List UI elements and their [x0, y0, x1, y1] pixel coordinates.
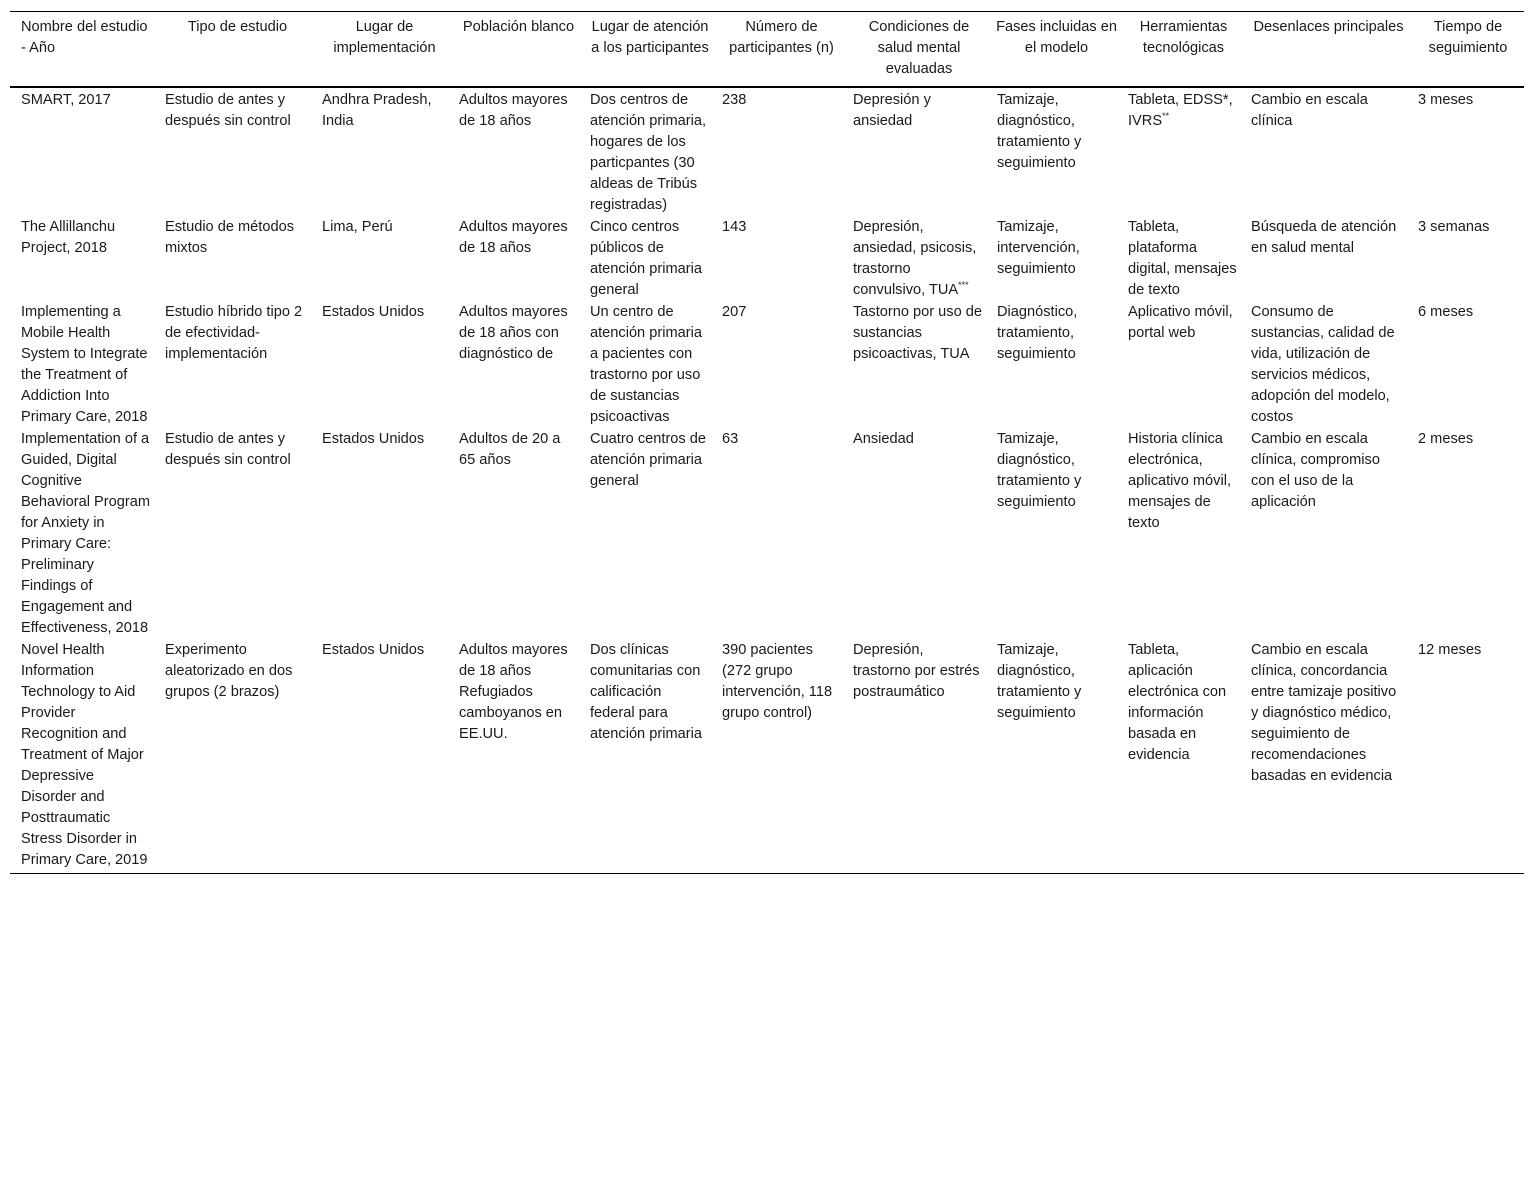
implementation-place-cell: Estados Unidos [322, 304, 425, 320]
studies-table [10, 11, 1524, 874]
outcomes-cell: Cambio en escala clínica, compromiso con el uso de la aplicación [1251, 431, 1380, 510]
outcomes-cell: Consumo de sustancias, calidad de vida, utilización de servicios médicos, adopción del modelo, costos [1251, 304, 1395, 425]
tools-text: Historia clínica electrónica, aplicativo móvil, mensajes de texto [1128, 431, 1232, 531]
table-row [10, 639, 1524, 874]
outcomes-cell: Búsqueda de atención en salud mental [1251, 219, 1397, 256]
header-outcomes: Desenlaces principales [1245, 12, 1412, 88]
followup-cell: 2 meses [1418, 431, 1474, 447]
implementation-place-cell: Estados Unidos [322, 431, 425, 447]
participants-cell: 63 [722, 431, 739, 447]
study-name-cell: SMART, 2017 [21, 92, 111, 108]
phases-cell: Tamizaje, diagnóstico, tratamiento y seguimiento [991, 639, 1122, 874]
implementation-place-cell: Estados Unidos [316, 639, 453, 874]
phases-cell: Diagnóstico, tratamiento, seguimiento [997, 304, 1078, 362]
header-target-population: Población blanco [453, 12, 584, 88]
header-followup: Tiempo de seguimiento [1412, 12, 1524, 88]
study-type-cell: Estudio híbrido tipo 2 de efectividad-implementación [165, 304, 303, 362]
tools-cell [1122, 428, 1245, 639]
target-population-cell: Adultos mayores de 18 años con diagnóstico de [459, 304, 568, 362]
conditions-text: Ansiedad [853, 431, 914, 447]
participants-cell: 390 pacientes (272 grupo intervención, 118 grupo control) [716, 639, 847, 874]
table-row [10, 301, 1524, 428]
study-type-cell: Experimento aleatorizado en dos grupos (2 brazos) [159, 639, 316, 874]
outcomes-cell: Cambio en escala clínica [1251, 92, 1368, 129]
study-name-cell: Novel Health Information Technology to Aid Provider Recognition and Treatment of Major Depressive Disorder and Posttraumatic Stress Disorder in Primary Care, 2019 [10, 639, 159, 874]
study-name-cell: Implementing a Mobile Health System to Integrate the Treatment of Addiction Into Primary Care, 2018 [21, 304, 148, 425]
care-site-cell: Cuatro centros de atención primaria general [590, 431, 707, 489]
phases-cell: Tamizaje, diagnóstico, tratamiento y seguimiento [997, 431, 1082, 510]
table-header-row [10, 12, 1524, 88]
followup-cell: 6 meses [1418, 304, 1474, 320]
implementation-place-cell: Lima, Perú [322, 219, 393, 235]
target-population-cell: Adultos de 20 a 65 años [459, 431, 561, 468]
header-implementation-place: Lugar de implementación [316, 12, 453, 88]
tools-cell [1122, 216, 1245, 301]
tools-text: Tableta, EDSS*, IVRS [1128, 92, 1233, 129]
tools-cell [1122, 301, 1245, 428]
tools-cell [1122, 87, 1245, 216]
header-conditions: Condiciones de salud mental evaluadas [847, 12, 991, 88]
conditions-cell [847, 428, 991, 639]
tools-cell [1122, 639, 1245, 874]
conditions-text: Depresión y ansiedad [853, 92, 931, 129]
header-phases: Fases incluidas en el modelo [991, 12, 1122, 88]
study-name-cell: Implementation of a Guided, Digital Cognitive Behavioral Program for Anxiety in Primary Care: Preliminary Findings of Engagement and Effectiveness, 2018 [21, 431, 150, 636]
table-row [10, 428, 1524, 639]
target-population-cell: Adultos mayores de 18 años [459, 219, 568, 256]
conditions-cell [847, 639, 991, 874]
header-study-name: Nombre del estudio - Año [10, 12, 159, 88]
followup-cell: 3 meses [1418, 92, 1474, 108]
footnote-mark: *** [958, 280, 969, 291]
participants-cell: 143 [722, 219, 747, 235]
conditions-cell [847, 87, 991, 216]
conditions-cell [847, 216, 991, 301]
study-type-cell: Estudio de antes y después sin control [165, 92, 291, 129]
footnote-mark: ** [1162, 111, 1170, 122]
target-population-cell: Adultos mayores de 18 años Refugiados camboyanos en EE.UU. [453, 639, 584, 874]
care-site-cell: Dos clínicas comunitarias con calificación federal para atención primaria [584, 639, 716, 874]
study-name-cell: The Allillanchu Project, 2018 [21, 219, 116, 256]
care-site-cell: Cinco centros públicos de atención primaria general [590, 219, 702, 298]
participants-cell: 238 [722, 92, 747, 108]
tools-text: Tableta, plataforma digital, mensajes de texto [1128, 219, 1237, 298]
header-care-site: Lugar de atención a los participantes [584, 12, 716, 88]
conditions-text: Depresión, trastorno por estrés postraumático [853, 642, 980, 700]
conditions-text: Depresión, ansiedad, psicosis, trastorno convulsivo, TUA [853, 219, 977, 298]
header-participants: Número de participantes (n) [716, 12, 847, 88]
followup-cell: 12 meses [1412, 639, 1524, 874]
care-site-cell: Un centro de atención primaria a pacientes con trastorno por uso de sustancias psicoactivas [590, 304, 702, 425]
header-study-type: Tipo de estudio [159, 12, 316, 88]
conditions-cell [847, 301, 991, 428]
study-type-cell: Estudio de antes y después sin control [165, 431, 291, 468]
header-tools: Herramientas tecnológicas [1122, 12, 1245, 88]
table-row [10, 87, 1524, 216]
tools-text: Tableta, aplicación electrónica con información basada en evidencia [1128, 642, 1227, 763]
study-type-cell: Estudio de métodos mixtos [165, 219, 294, 256]
care-site-cell: Dos centros de atención primaria, hogares de los particpantes (30 aldeas de Tribús registradas) [590, 92, 706, 213]
conditions-text: Tastorno por uso de sustancias psicoactivas, TUA [853, 304, 982, 362]
table-row [10, 216, 1524, 301]
phases-cell: Tamizaje, diagnóstico, tratamiento y seguimiento [997, 92, 1082, 171]
outcomes-cell: Cambio en escala clínica, concordancia entre tamizaje positivo y diagnóstico médico, seguimiento de recomendaciones basadas en evidencia [1245, 639, 1412, 874]
implementation-place-cell: Andhra Pradesh, India [322, 92, 432, 129]
phases-cell: Tamizaje, intervención, seguimiento [997, 219, 1080, 277]
target-population-cell: Adultos mayores de 18 años [459, 92, 568, 129]
followup-cell: 3 semanas [1418, 219, 1490, 235]
participants-cell: 207 [722, 304, 747, 320]
tools-text: Aplicativo móvil, portal web [1128, 304, 1233, 341]
